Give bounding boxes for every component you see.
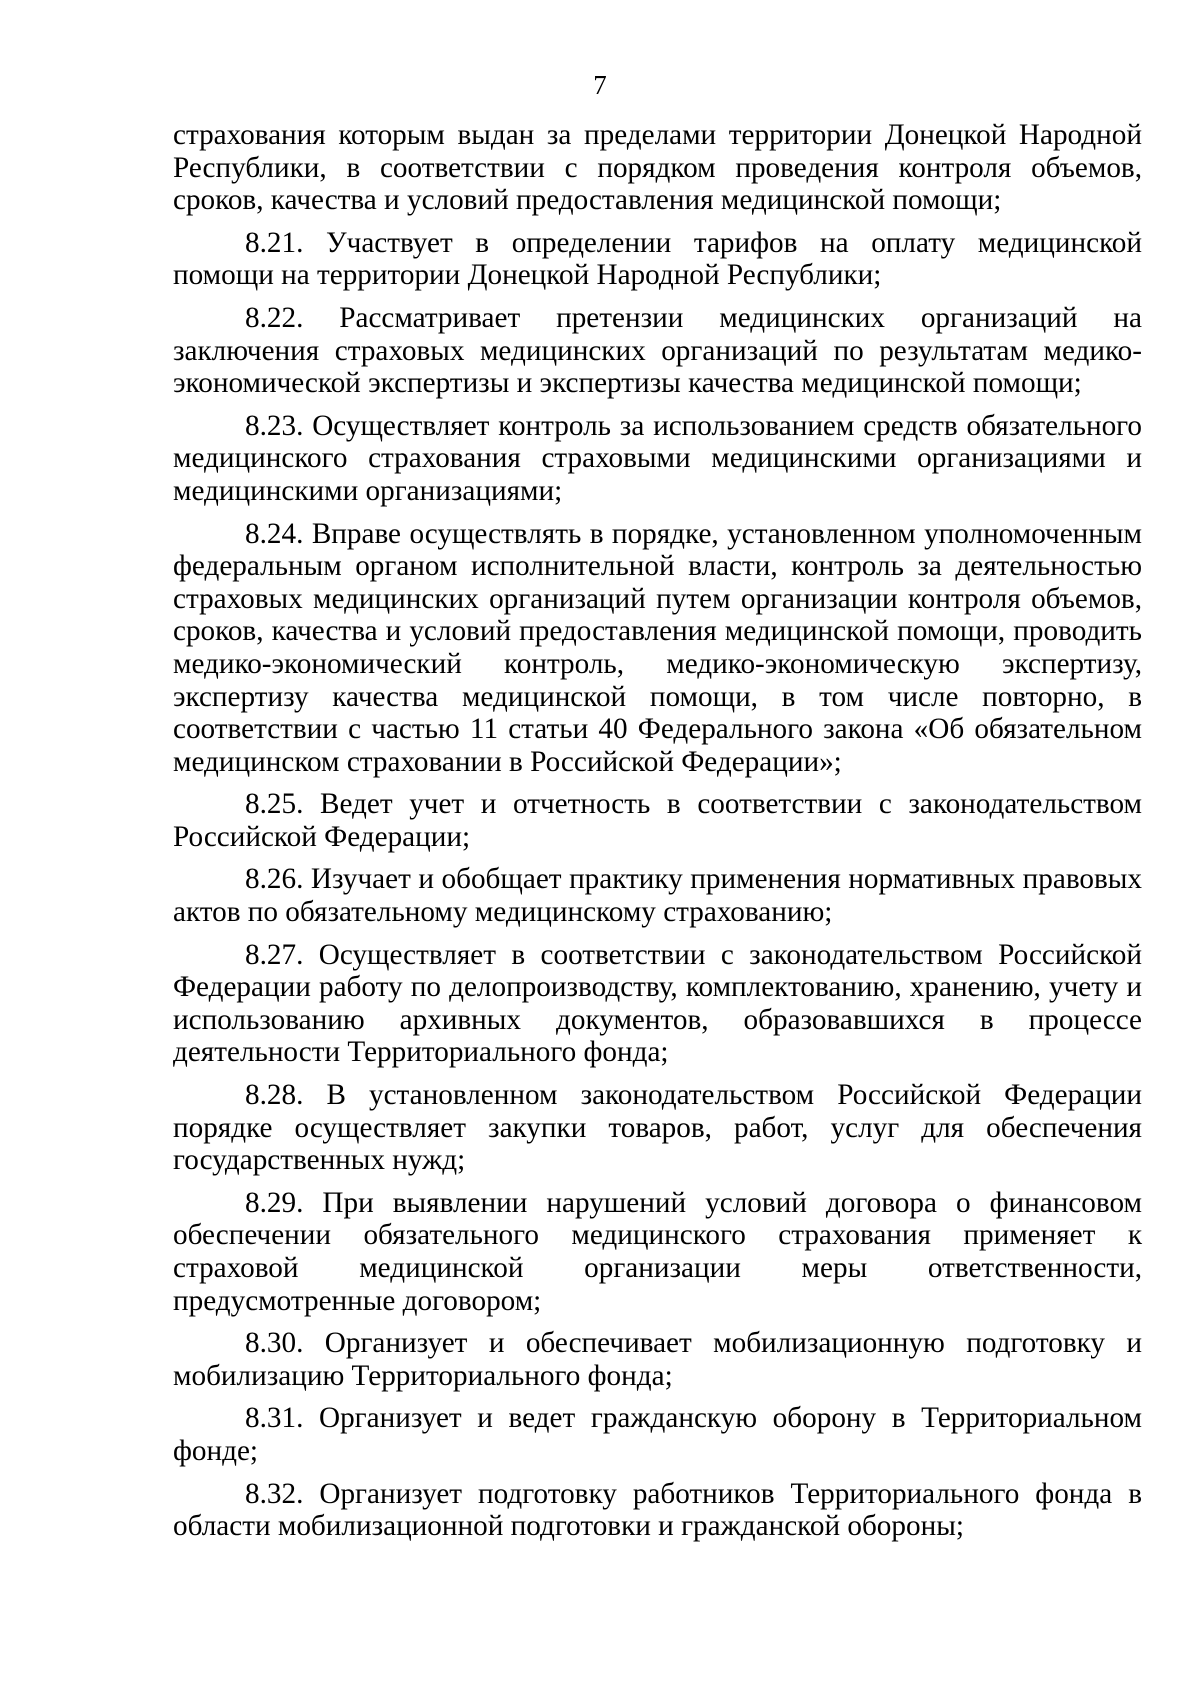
paragraph-8-25: 8.25. Ведет учет и отчетность в соответствии с законодательством Российской Федерации; xyxy=(173,788,1142,853)
page-number: 7 xyxy=(593,70,607,100)
paragraph-8-31: 8.31. Организует и ведет гражданскую оборону в Территориальном фонде; xyxy=(173,1402,1142,1467)
document-body xyxy=(173,119,1142,1553)
paragraph-8-22: 8.22. Рассматривает претензии медицинских организаций на заключения страховых медицинских организаций по результатам медико-экономической экспертизы и экспертизы качества медицинской помощи; xyxy=(173,301,1142,400)
paragraph-continuation: страхования которым выдан за пределами территории Донецкой Народной Республики, в соответствии с порядком проведения контроля объемов, сроков, качества и условий предоставления медицинской помощи; xyxy=(173,119,1142,217)
paragraph-8-29: 8.29. При выявлении нарушений условий договора о финансовом обеспечении обязательного медицинского страхования применяет к страховой медицинской организации меры ответственности, предусмотренные договором; xyxy=(173,1186,1142,1317)
paragraph-8-24: 8.24. Вправе осуществлять в порядке, установленном уполномоченным федеральным органом исполнительной власти, контроль за деятельностью страховых медицинских организаций путем организации контроля объемов, сроков, качества и условий предоставления медицинской помощи, проводить медико-экономический контроль, медико-экономическую экспертизу, экспертизу качества медицинской помощи, в том числе повторно, в соответствии с частью 11 статьи 40 Федерального закона «Об обязательном медицинском страховании в Российской Федерации»; xyxy=(173,517,1142,778)
paragraph-8-21: 8.21. Участвует в определении тарифов на оплату медицинской помощи на территории Донецкой Народной Республики; xyxy=(173,226,1142,292)
paragraph-8-30: 8.30. Организует и обеспечивает мобилизационную подготовку и мобилизацию Территориального фонда; xyxy=(173,1327,1142,1392)
paragraph-8-32: 8.32. Организует подготовку работников Территориального фонда в области мобилизационной подготовки и гражданской обороны; xyxy=(173,1477,1142,1543)
paragraph-8-26: 8.26. Изучает и обобщает практику применения нормативных правовых актов по обязательному медицинскому страхованию; xyxy=(173,863,1142,929)
paragraph-8-23: 8.23. Осуществляет контроль за использованием средств обязательного медицинского страхования страховыми медицинскими организациями и медицинскими организациями; xyxy=(173,409,1142,507)
paragraph-8-27: 8.27. Осуществляет в соответствии с законодательством Российской Федерации работу по делопроизводству, комплектованию, хранению, учету и использованию архивных документов, образовавшихся в процессе деятельности Территориального фонда; xyxy=(173,938,1142,1069)
paragraph-8-28: 8.28. В установленном законодательством Российской Федерации порядке осуществляет закупки товаров, работ, услуг для обеспечения государственных нужд; xyxy=(173,1079,1142,1177)
